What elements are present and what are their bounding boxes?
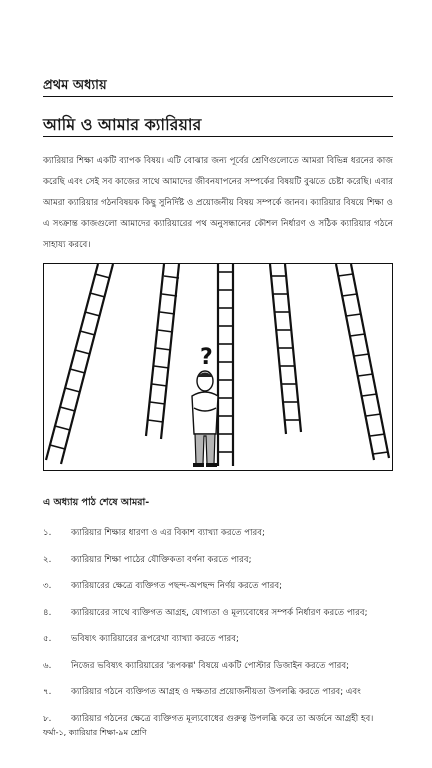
title-rule	[43, 136, 393, 137]
item-text: ক্যারিয়ার গঠনে ব্যক্তিগত আগ্রহ ও দক্ষতার প্রয়োজনীয়তা উপলব্ধি করতে পারব; এবং	[71, 687, 361, 697]
item-text: নিজের ভবিষ্যৎ ক্যারিয়ারের 'রূপকল্প' বিষয়ে একটি পোস্টার ডিজাইন করতে পারব;	[71, 660, 350, 671]
list-item	[43, 526, 403, 553]
list-item	[43, 659, 403, 686]
item-number: ৫.	[43, 634, 52, 644]
question-mark: ?	[200, 345, 213, 370]
item-number: ৩.	[43, 581, 52, 591]
item-text: ভবিষ্যৎ ক্যারিয়ারের রূপরেখা ব্যাখ্যা করতে পারব;	[71, 634, 239, 644]
page-footer: ফর্মা-১, ক্যারিয়ার শিক্ষা-৯ম শ্রেণি	[43, 728, 147, 737]
item-number: ৮.	[43, 713, 52, 724]
thinking-person	[192, 371, 218, 467]
ladder-far-right	[336, 264, 389, 460]
item-number: ৬.	[43, 660, 52, 671]
ladder-center	[218, 264, 233, 466]
objectives-list	[43, 526, 403, 738]
item-text: ক্যারিয়ারের ক্ষেত্রে ব্যক্তিগত পছন্দ-অপছন্দ নির্ণয় করতে পারব;	[71, 581, 283, 591]
objectives-heading: এ অধ্যায় পাঠ শেষে আমরা-	[43, 497, 150, 508]
item-number: ২.	[43, 554, 52, 565]
item-number: ১.	[43, 528, 52, 538]
item-number: ৪.	[43, 607, 52, 618]
ladders-illustration	[43, 263, 393, 471]
ladder-right	[270, 264, 301, 434]
item-text: ক্যারিয়ার শিক্ষার ধারণা ও এর বিকাশ ব্যাখ্যা করতে পারব;	[71, 528, 265, 538]
ladder-far-left	[46, 264, 113, 464]
item-text: ক্যারিয়ার গঠনের ক্ষেত্রে ব্যক্তিগত মূল্যবোধের গুরুত্ব উপলব্ধি করে তা অর্জনে আগ্রহী হব।	[71, 713, 374, 724]
list-item	[43, 632, 403, 659]
intro-paragraph: ক্যারিয়ার শিক্ষা একটি ব্যাপক বিষয়। এটি বোঝার জন্য পূর্বের শ্রেণিগুলোতে আমরা বিভিন্ন ধরনের কাজ করেছি এবং সেই সব কাজের সাথে আমাদের জীবনযাপনের সম্পর্কের বিষয়টি বুঝতে চেষ্টা করেছি। এবার আমরা ক্যারিয়ার গঠনবিষয়ক কিছু সুনির্দিষ্ট ও প্রয়োজনীয় বিষয় সম্পর্কে জানব। ক্যারিয়ার বিষয়ে শিক্ষা ও এ সংক্রান্ত কাজগুলো আমাদের ক্যারিয়ারের পথ অনুসন্ধানের কৌশল নির্ধারণ ও সঠিক ক্যারিয়ার গঠনে সাহায্য করবে।	[43, 156, 393, 250]
list-item	[43, 579, 403, 606]
ladder-left	[146, 264, 179, 439]
chapter-label: প্রথম অধ্যায়	[43, 78, 107, 93]
ladders-drawing	[44, 264, 392, 470]
item-text: ক্যারিয়ার শিক্ষা পাঠের যৌক্তিকতা বর্ণনা করতে পারব;	[71, 554, 252, 565]
list-item	[43, 553, 403, 580]
chapter-rule	[43, 96, 393, 97]
page-title: আমি ও আমার ক্যারিয়ার	[43, 115, 202, 134]
list-item	[43, 606, 403, 633]
list-item	[43, 685, 403, 712]
item-number: ৭.	[43, 687, 52, 697]
item-text: ক্যারিয়ারের সাথে ব্যক্তিগত আগ্রহ, যোগ্যতা ও মূল্যবোধের সম্পর্ক নির্ধারণ করতে পারব;	[71, 607, 368, 618]
